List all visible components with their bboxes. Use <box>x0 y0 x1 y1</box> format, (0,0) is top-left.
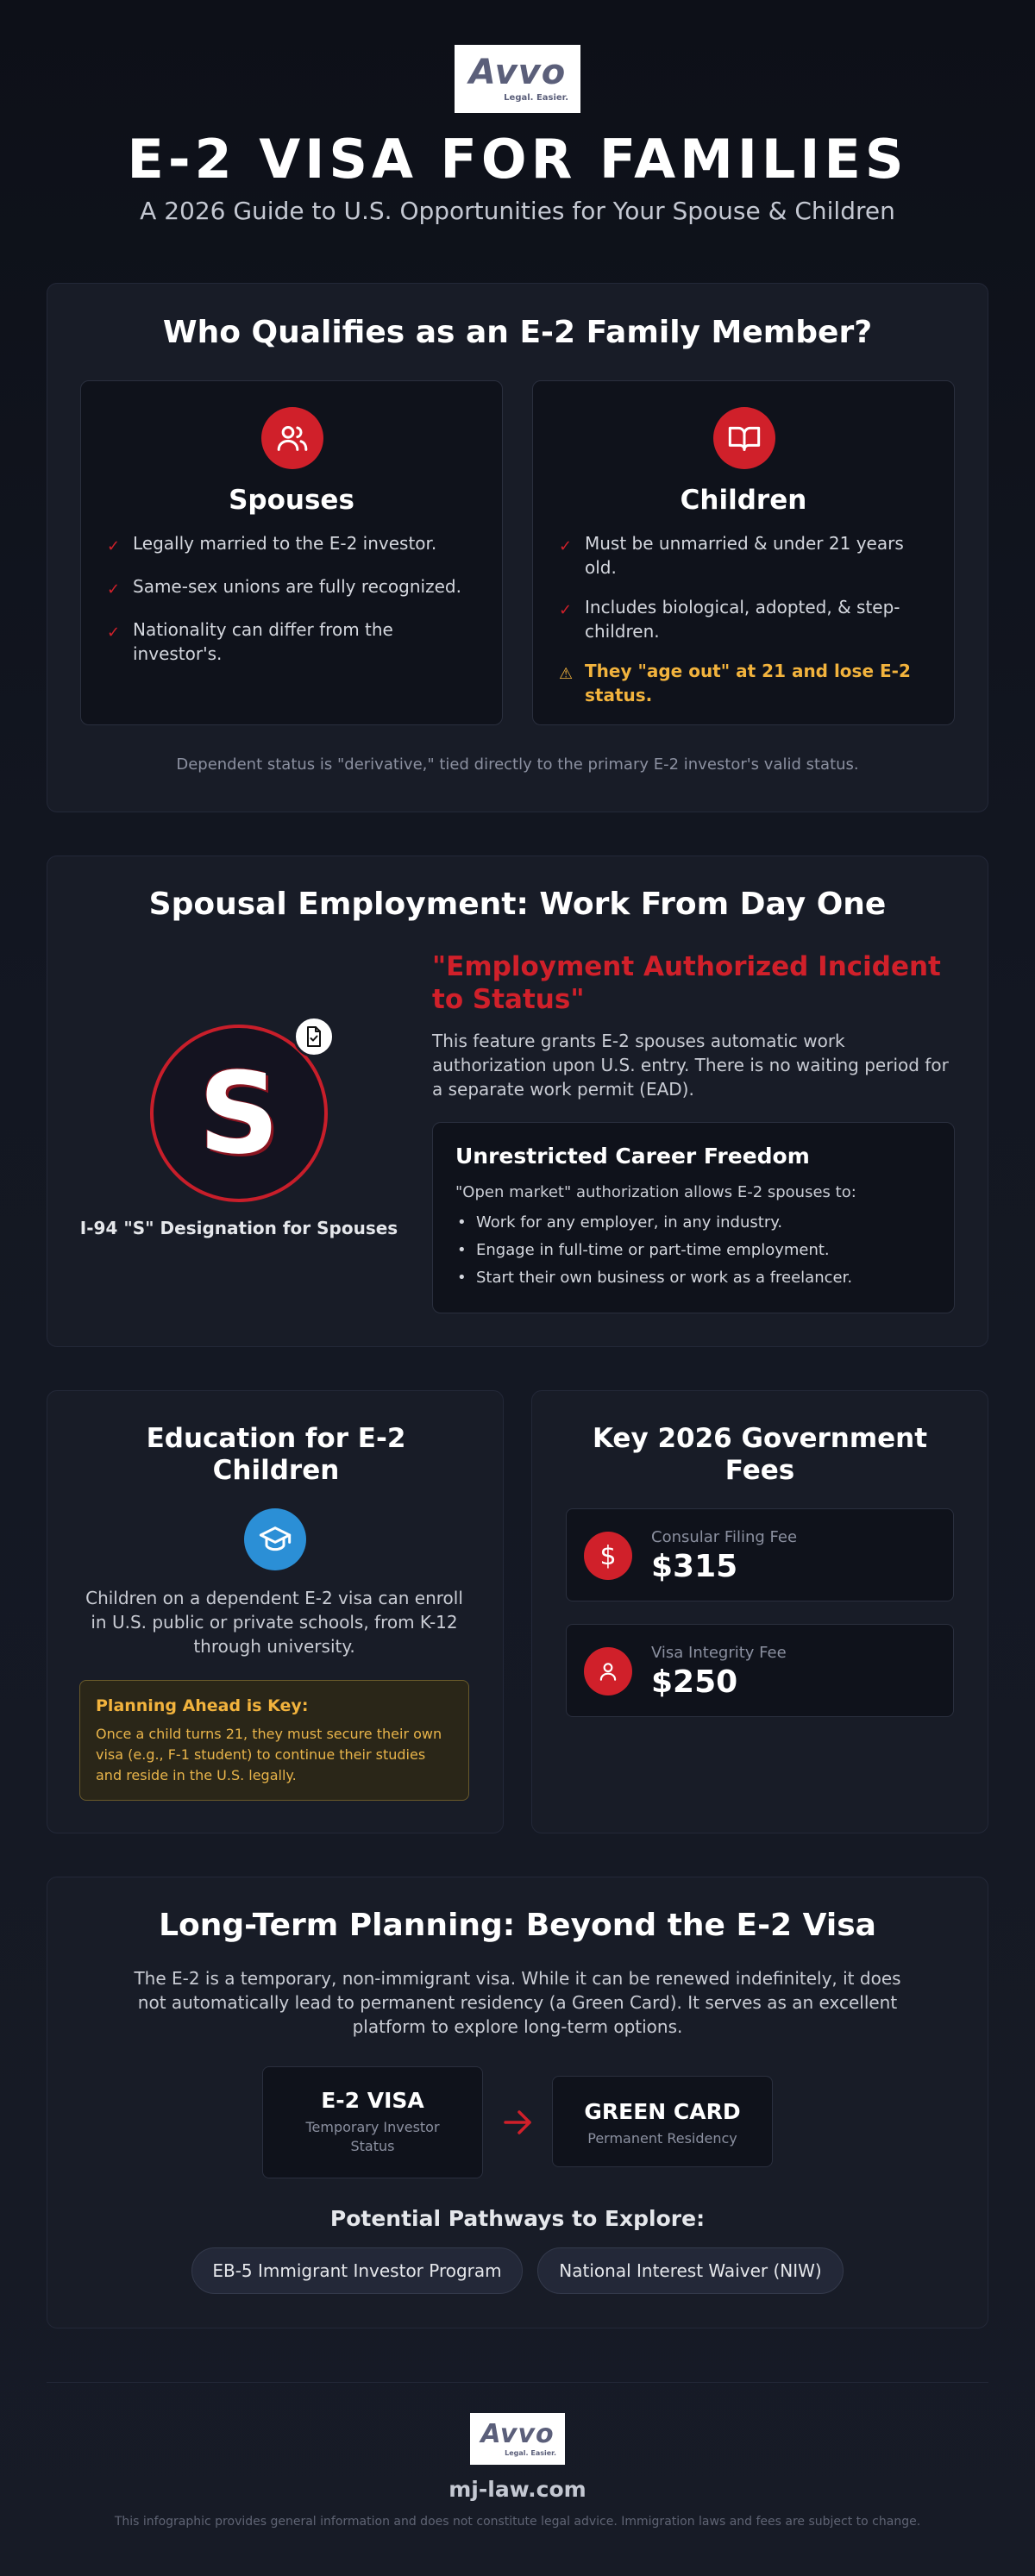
spousal-title: Spousal Employment: Work From Day One <box>148 887 887 922</box>
education-description: Children on a dependent E-2 visa can enroll in U.S. public or private schools, from K-12 through university. <box>85 1588 463 1657</box>
list-item: • Start their own business or work as a freelancer. <box>455 1268 852 1288</box>
avvo-logo[interactable] <box>455 45 580 113</box>
education-title: Education for E-2 Children <box>146 1423 406 1486</box>
logo-tagline: Legal. Easier. <box>504 93 568 103</box>
logo-wordmark: Avvo <box>480 2418 555 2449</box>
employment-authorized-heading: "Employment Authorized Incident to Status" <box>432 951 941 1015</box>
planning-ahead-callout <box>79 1680 469 1801</box>
s-letter: S <box>198 1048 279 1179</box>
planning-ahead-body: Once a child turns 21, they must secure their own visa (e.g., F-1 student) to continue their studies and reside in the U.S. legally. <box>96 1726 442 1783</box>
book-icon <box>713 407 775 469</box>
footer-divider <box>47 2382 988 2383</box>
check-icon: ✓ <box>559 537 573 555</box>
children-heading: Children <box>680 485 807 516</box>
list-item: ✓ Includes biological, adopted, & step-children. <box>559 597 900 642</box>
logo-wordmark: Avvo <box>468 53 567 92</box>
site-link[interactable]: mj-law.com <box>448 2477 586 2502</box>
list-item: ⚠ They "age out" at 21 and lose E-2 status. <box>559 661 911 705</box>
warning-icon: ⚠ <box>559 665 574 683</box>
dollar-icon: $ <box>584 1532 632 1580</box>
pathways-title: Potential Pathways to Explore: <box>329 2206 706 2231</box>
spouses-heading: Spouses <box>229 485 354 516</box>
fee-amount: $315 <box>651 1549 738 1584</box>
children-card <box>532 380 955 725</box>
person-icon <box>584 1647 632 1695</box>
qualifies-title: Who Qualifies as an E-2 Family Member? <box>162 315 873 350</box>
e2-visa-box <box>262 2066 483 2178</box>
planning-ahead-title: Planning Ahead is Key: <box>96 1696 309 1715</box>
disclaimer: This infographic provides general information and does not constitute legal advice. Immigration laws and fees are subject to change. <box>114 2515 921 2529</box>
graduation-cap-icon <box>244 1508 306 1570</box>
e2-visa-sub: Temporary Investor Status <box>305 2119 440 2154</box>
list-item: ✓ Must be unmarried & under 21 years old. <box>559 533 904 578</box>
s-designation-caption: I-94 "S" Designation for Spouses <box>79 1218 398 1238</box>
qualifies-section <box>47 283 988 812</box>
career-freedom-intro: "Open market" authorization allows E-2 spouses to: <box>455 1183 856 1201</box>
check-icon: ✓ <box>107 624 121 642</box>
list-item: ✓ Legally married to the E-2 investor. <box>107 531 476 559</box>
fee-label: Consular Filing Fee <box>651 1528 798 1546</box>
niw-pathway-pill[interactable]: National Interest Waiver (NIW) <box>537 2247 844 2294</box>
eb5-pathway-pill[interactable]: EB-5 Immigrant Investor Program <box>191 2247 523 2294</box>
check-icon: ✓ <box>107 537 121 555</box>
career-freedom-list <box>455 1213 852 1295</box>
long-term-description: The E-2 is a temporary, non-immigrant visa. While it can be renewed indefinitely, it does not automatically lead to permanent residency (a Green Card). It serves as an excellent platform to explore long-term options. <box>134 1968 901 2037</box>
green-card-title: GREEN CARD <box>584 2099 741 2124</box>
green-card-box <box>552 2076 773 2167</box>
page-title: E-2 VISA FOR FAMILIES <box>127 128 908 191</box>
users-icon <box>261 407 323 469</box>
page-subtitle: A 2026 Guide to U.S. Opportunities for Your Spouse & Children <box>140 197 895 225</box>
check-icon: ✓ <box>559 601 573 619</box>
career-freedom-heading: Unrestricted Career Freedom <box>455 1144 810 1169</box>
document-check-icon <box>293 1016 335 1057</box>
employment-description: This feature grants E-2 spouses automatic work authorization upon U.S. entry. There is no waiting period for a separate work permit (EAD). <box>432 1031 949 1100</box>
footer-avvo-logo[interactable] <box>470 2413 565 2465</box>
check-icon: ✓ <box>107 580 121 599</box>
long-term-title: Long-Term Planning: Beyond the E-2 Visa <box>159 1908 876 1943</box>
fee-label: Visa Integrity Fee <box>651 1644 787 1662</box>
arrow-right-icon <box>501 2107 536 2138</box>
list-item: • Engage in full-time or part-time employment. <box>455 1240 852 1261</box>
logo-tagline: Legal. Easier. <box>505 2448 556 2457</box>
visa-integrity-fee-card <box>566 1624 954 1717</box>
children-list <box>559 531 928 723</box>
green-card-sub: Permanent Residency <box>587 2130 737 2147</box>
list-item: ✓ Same-sex unions are fully recognized. <box>107 574 476 602</box>
list-item: ✓ Nationality can differ from the investor's. <box>107 619 393 664</box>
e2-visa-title: E-2 VISA <box>321 2088 424 2113</box>
spouses-card <box>80 380 503 725</box>
consular-fee-card <box>566 1508 954 1601</box>
fee-amount: $250 <box>651 1664 738 1700</box>
spouses-list <box>107 531 476 681</box>
career-freedom-card <box>432 1122 955 1313</box>
list-item: • Work for any employer, in any industry. <box>455 1213 852 1233</box>
fees-title: Key 2026 Government Fees <box>592 1423 928 1486</box>
derivative-note: Dependent status is "derivative," tied directly to the primary E-2 investor's valid status. <box>176 755 859 774</box>
